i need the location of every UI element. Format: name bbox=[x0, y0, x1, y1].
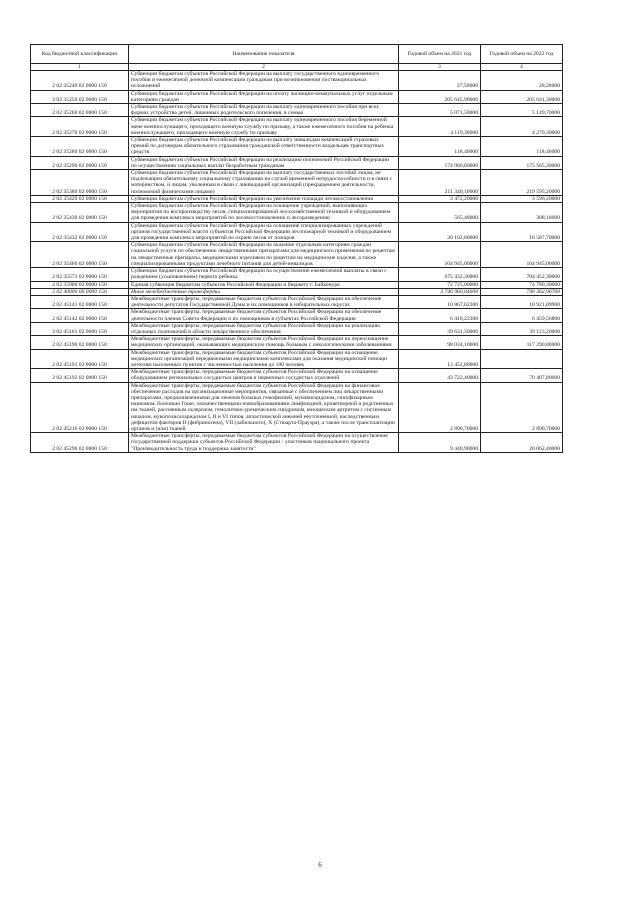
header-2021: Годовой объем на 2021 год bbox=[399, 45, 481, 64]
value-2022: 74 780,30000 bbox=[481, 281, 563, 288]
value-2021: 5 071,50000 bbox=[399, 104, 481, 117]
indicator-name: Иные межбюджетные трансферты bbox=[129, 288, 399, 295]
indicator-name: Межбюджетные трансферты, передаваемые бюджетам субъектов Российской Федерации на обеспечение деятельности депутатов Государственной Думы и их помощников в избирательных округах bbox=[129, 295, 399, 308]
table-row bbox=[31, 349, 563, 369]
value-2021: 10 867,62300 bbox=[399, 295, 481, 308]
budget-code: 2 02 45192 02 0000 150 bbox=[31, 369, 129, 382]
budget-code: 2 02 35260 02 0000 150 bbox=[31, 104, 129, 117]
value-2022: 20 062,40000 bbox=[481, 433, 563, 453]
indicator-name: Межбюджетные трансферты, передаваемые бюджетам субъектов Российской Федерации на обеспечение деятельности членов Совета Федерации и их помощников в субъектах Российской Федерации bbox=[129, 309, 399, 322]
header-name: Наименование показателя bbox=[129, 45, 399, 64]
indicator-name: Субвенции бюджетам субъектов Российской Федерации на выплату единовременного пособия при всех формах устройства детей, лишенных родительского попечения, в семью bbox=[129, 104, 399, 117]
budget-table bbox=[30, 44, 563, 453]
indicator-name: Субвенции бюджетам субъектов Российской Федерации на выплату инвалидам компенсаций страховых премий по договорам обязательного страхования гражданской ответственности владельцев транспортных средств bbox=[129, 137, 399, 157]
table-row bbox=[31, 322, 563, 335]
column-number: 4 bbox=[481, 64, 563, 71]
budget-code: 2 02 35573 02 0000 150 bbox=[31, 268, 129, 281]
table-row bbox=[31, 336, 563, 349]
value-2022: 10 921,09900 bbox=[481, 295, 563, 308]
value-2021: 3 472,20000 bbox=[399, 195, 481, 202]
table-row bbox=[31, 90, 563, 103]
table-row bbox=[31, 433, 563, 453]
value-2022: 2 890,70000 bbox=[481, 382, 563, 433]
budget-code: 2 02 35432 02 0000 150 bbox=[31, 222, 129, 242]
budget-code: 2 02 35429 02 0000 150 bbox=[31, 195, 129, 202]
value-2021: 13 452,80000 bbox=[399, 349, 481, 369]
table-row bbox=[31, 203, 563, 223]
table-row bbox=[31, 117, 563, 137]
table-row bbox=[31, 288, 563, 295]
indicator-name: Субвенции бюджетам субъектов Российской Федерации на осуществление ежемесячной выплаты в связи с рождением (усыновлением) первого ребенка bbox=[129, 268, 399, 281]
value-2021: 72 725,00000 bbox=[399, 281, 481, 288]
table-header-row bbox=[31, 45, 563, 64]
value-2022: 16 587,70000 bbox=[481, 222, 563, 242]
budget-code: 2 02 45142 02 0000 150 bbox=[31, 309, 129, 322]
value-2021: 118,40000 bbox=[399, 137, 481, 157]
budget-code: 2 02 35280 02 0000 150 bbox=[31, 137, 129, 157]
value-2022: 175 565,30000 bbox=[481, 156, 563, 169]
budget-code: 2 02 45190 02 0000 150 bbox=[31, 336, 129, 349]
budget-code: 2 02 45191 02 0000 150 bbox=[31, 349, 129, 369]
indicator-name: Субвенции бюджетам субъектов Российской Федерации на оснащение специализированных учреждений органов государственной власти субъектов Российской Федерации лесопожарной техникой и оборудованием для проведения комплекса мероприятий по охране лесов от пожаров bbox=[129, 222, 399, 242]
value-2021: 3 746 960,04600 bbox=[399, 288, 481, 295]
budget-code: 2 02 35290 02 0000 150 bbox=[31, 156, 129, 169]
indicator-name: Межбюджетные трансферты, передаваемые бюджетам субъектов Российской Федерации на переоснащение медицинских организаций, оказывающих медицинскую помощь больным с онкологическими заболеваниями bbox=[129, 336, 399, 349]
value-2022: 28,20000 bbox=[481, 71, 563, 91]
column-number-row bbox=[31, 64, 563, 71]
indicator-name: Межбюджетные трансферты, передаваемые бюджетам субъектов Российской Федерации на оснащение оборудованием региональных сосудистых центров и первичных сосудистых отделений bbox=[129, 369, 399, 382]
table-row bbox=[31, 369, 563, 382]
budget-code: 2 02 35270 02 0000 150 bbox=[31, 117, 129, 137]
budget-code: 2 02 35240 02 0000 150 bbox=[31, 71, 129, 91]
budget-code: 2 02 45141 02 0000 150 bbox=[31, 295, 129, 308]
budget-code: 2 02 45161 02 0000 150 bbox=[31, 322, 129, 335]
value-2022 bbox=[481, 349, 563, 369]
value-2021: 675 432,30000 bbox=[399, 268, 481, 281]
value-2022: 39 123,20000 bbox=[481, 322, 563, 335]
indicator-name: Межбюджетные трансферты, передаваемые бюджетам субъектов Российской Федерации на осуществление государственной поддержки субъектов Российской Федерации - участников национального проекта "Производительность труда и поддержка занятости" bbox=[129, 433, 399, 453]
value-2021: 2 890,70000 bbox=[399, 382, 481, 433]
table-row bbox=[31, 295, 563, 308]
column-number: 1 bbox=[31, 64, 129, 71]
value-2022: 117 290,80000 bbox=[481, 336, 563, 349]
table-row bbox=[31, 242, 563, 268]
table-row bbox=[31, 137, 563, 157]
value-2021: 20 102,80000 bbox=[399, 222, 481, 242]
value-2022: 308,10000 bbox=[481, 203, 563, 223]
table-row bbox=[31, 309, 563, 322]
header-code: Код бюджетной классификации bbox=[31, 45, 129, 64]
value-2022: 5 149,70000 bbox=[481, 104, 563, 117]
table-row bbox=[31, 71, 563, 91]
header-2022: Годовой объем на 2022 год bbox=[481, 45, 563, 64]
value-2022: 205 641,30000 bbox=[481, 90, 563, 103]
table-row bbox=[31, 268, 563, 281]
value-2022: 104 945,00000 bbox=[481, 242, 563, 268]
value-2021: 39 631,50000 bbox=[399, 322, 481, 335]
value-2022: 704 452,30000 bbox=[481, 268, 563, 281]
table-row bbox=[31, 382, 563, 433]
value-2022: 740 362,96700 bbox=[481, 288, 563, 295]
indicator-name: Единая субвенция бюджетам субъектов Российской Федерации и бюджету г. Байконура bbox=[129, 281, 399, 288]
value-2021: 174 960,60000 bbox=[399, 156, 481, 169]
value-2022: 3 596,20000 bbox=[481, 195, 563, 202]
value-2021: 43 722,40000 bbox=[399, 369, 481, 382]
table-row bbox=[31, 104, 563, 117]
value-2021: 98 034,10000 bbox=[399, 336, 481, 349]
table-row bbox=[31, 222, 563, 242]
value-2021: 211 340,10000 bbox=[399, 170, 481, 196]
value-2022: 70 407,80000 bbox=[481, 369, 563, 382]
value-2021: 4 119,30000 bbox=[399, 117, 481, 137]
indicator-name: Субвенции бюджетам субъектов Российской Федерации на оснащение учреждений, выполняющих мероприятия по воспроизводству лесов, специализированной лесохозяйственной техникой и оборудованием для проведения комплекса мероприятий по лесовосстановлению и лесоразведению bbox=[129, 203, 399, 223]
indicator-name: Субвенции бюджетам субъектов Российской Федерации на выплату единовременного пособия беременной жене военнослужащего, проходящего военную службу по призыву, а также ежемесячного пособия на ребенка военнослужащего, проходящего военную службу по призыву bbox=[129, 117, 399, 137]
budget-code: 2 02 45216 02 0000 150 bbox=[31, 382, 129, 433]
indicator-name: Субвенции бюджетам субъектов Российской Федерации на выплату государственных пособий лицам, не подлежащим обязательному социальному страхованию на случай временной нетрудоспособности и в связи с материнством, и лицам, уволенным в связи с ликвидацией организаций (прекращением деятельности, полномочий физическими лицами) bbox=[129, 170, 399, 196]
budget-code: 2 02 35430 02 0000 150 bbox=[31, 203, 129, 223]
indicator-name: Субвенции бюджетам субъектов Российской Федерации на увеличение площади лесовосстановления bbox=[129, 195, 399, 202]
page-number: 6 bbox=[318, 861, 322, 869]
value-2022: 4 279,30000 bbox=[481, 117, 563, 137]
column-number: 3 bbox=[399, 64, 481, 71]
value-2022: 219 595,20000 bbox=[481, 170, 563, 196]
indicator-name: Субвенции бюджетам субъектов Российской Федерации на оплату жилищно-коммунальных услуг отдельным категориям граждан bbox=[129, 90, 399, 103]
indicator-name: Субвенции бюджетам субъектов Российской Федерации на оказание отдельным категориям граждан социальной услуги по обеспечению лекарственными препаратами для медицинского применения по рецептам на лекарственные препараты, медицинскими изделиями по рецептам на медицинские изделия, а также специализированными продуктами лечебного питания для детей-инвалидов bbox=[129, 242, 399, 268]
value-2022: 118,40000 bbox=[481, 137, 563, 157]
value-2021: 104 945,00000 bbox=[399, 242, 481, 268]
value-2021: 205 645,90000 bbox=[399, 90, 481, 103]
indicator-name: Межбюджетные трансферты, передаваемые бюджетам субъектов Российской Федерации на реализацию отдельных полномочий в области лекарственного обеспечения bbox=[129, 322, 399, 335]
budget-code: 2 02 35900 02 0000 150 bbox=[31, 281, 129, 288]
value-2022: 6 459,56800 bbox=[481, 309, 563, 322]
value-2021: 6 418,22300 bbox=[399, 309, 481, 322]
table-row bbox=[31, 281, 563, 288]
value-2021: 9 440,90000 bbox=[399, 433, 481, 453]
value-2021: 27,50000 bbox=[399, 71, 481, 91]
budget-code: 2 02 35460 02 0000 150 bbox=[31, 242, 129, 268]
indicator-name: Субвенции бюджетам субъектов Российской Федерации на реализацию полномочий Российской Федерации по осуществлению социальных выплат безработным гражданам bbox=[129, 156, 399, 169]
document-page bbox=[30, 44, 562, 453]
indicator-name: Субвенции бюджетам субъектов Российской Федерации на выплату государственного единовременного пособия и ежемесячной денежной компенсации гражданам при возникновении поствакцинальных осложнений bbox=[129, 71, 399, 91]
column-number: 2 bbox=[129, 64, 399, 71]
budget-code: 2 02 35250 02 0000 150 bbox=[31, 90, 129, 103]
value-2021: 565,40000 bbox=[399, 203, 481, 223]
budget-code: 2 02 35380 02 0000 150 bbox=[31, 170, 129, 196]
indicator-name: Межбюджетные трансферты, передаваемые бюджетам субъектов Российской Федерации на финансовое обеспечение расходов на организационные мероприятия, связанные с обеспечением лиц лекарственными препаратами, предназначенными для лечения больных гемофилией, муковисцидозом, гипофизарным нанизмом, болезнью Гоше, злокачественными новообразованиями лимфоидной, кроветворной и родственных им тканей, рассеянным склерозом, гемолитико-уремическим синдромом, юношеским артритом с системным началом, мукополисахаридозом I, II и VI типов, апластической анемией неуточненной, наследственным дефицитом факторов II (фибриногена), VII (лабильного), X (Стюарта-Прауэра), а также после трансплантации органов и (или) тканей bbox=[129, 382, 399, 433]
indicator-name: Межбюджетные трансферты, передаваемые бюджетам субъектов Российской Федерации на оснащение медицинских организаций передвижными медицинскими комплексами для оказания медицинской помощи жителям населенных пунктов с численностью населения до 100 человек bbox=[129, 349, 399, 369]
table-row bbox=[31, 170, 563, 196]
table-row bbox=[31, 195, 563, 202]
budget-code: 2 02 40000 00 0000 150 bbox=[31, 288, 129, 295]
table-row bbox=[31, 156, 563, 169]
budget-code: 2 02 45296 02 0000 150 bbox=[31, 433, 129, 453]
